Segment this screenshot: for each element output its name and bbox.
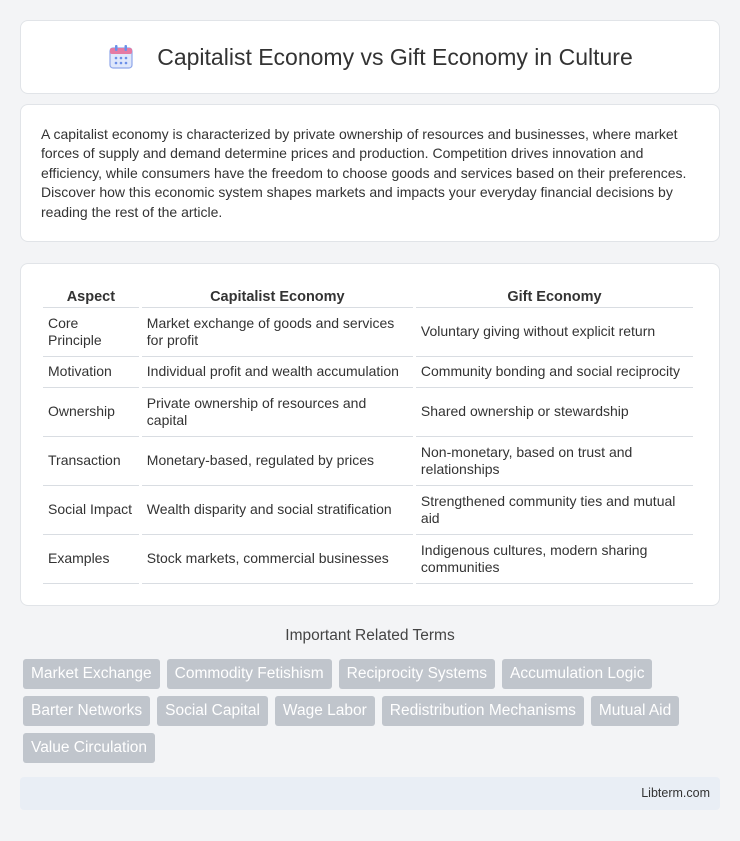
header-aspect: Aspect (43, 282, 139, 308)
table-row (43, 308, 693, 357)
table-cell: Shared ownership or stewardship (416, 388, 693, 437)
table-cell: Monetary-based, regulated by prices (142, 437, 413, 486)
tag-market-exchange[interactable]: Market Exchange (23, 659, 160, 689)
header-gift: Gift Economy (416, 282, 693, 308)
tag-commodity-fetishism[interactable]: Commodity Fetishism (167, 659, 332, 689)
intro-card (20, 104, 720, 242)
related-terms-list (23, 659, 723, 770)
footer (20, 777, 720, 810)
table-cell: Social Impact (43, 486, 139, 535)
table-cell: Ownership (43, 388, 139, 437)
table-cell: Community bonding and social reciprocity (416, 357, 693, 388)
table-cell: Private ownership of resources and capital (142, 388, 413, 437)
table-row (43, 535, 693, 584)
tag-mutual-aid[interactable]: Mutual Aid (591, 696, 679, 726)
tag-social-capital[interactable]: Social Capital (157, 696, 268, 726)
table-cell: Stock markets, commercial businesses (142, 535, 413, 584)
comparison-table (40, 282, 696, 584)
table-cell: Transaction (43, 437, 139, 486)
tag-redistribution-mechanisms[interactable]: Redistribution Mechanisms (382, 696, 584, 726)
table-cell: Non-monetary, based on trust and relationships (416, 437, 693, 486)
tag-wage-labor[interactable]: Wage Labor (275, 696, 375, 726)
tag-reciprocity-systems[interactable]: Reciprocity Systems (339, 659, 495, 689)
comparison-card (20, 263, 720, 606)
table-row (43, 486, 693, 535)
table-cell: Motivation (43, 357, 139, 388)
table-row (43, 388, 693, 437)
table-cell: Voluntary giving without explicit return (416, 308, 693, 357)
page-title: Capitalist Economy vs Gift Economy in Culture (157, 43, 633, 70)
table-cell: Examples (43, 535, 139, 584)
table-cell: Core Principle (43, 308, 139, 357)
table-row (43, 437, 693, 486)
related-terms-title: Important Related Terms (285, 627, 455, 644)
intro-text: A capitalist economy is characterized by private ownership of resources and businesses, where market forces of supply and demand determine prices and production. Competition drives innovation and efficiency, while consumers have the freedom to choose goods and services based on their preferences. Discover how this economic system shapes markets and impacts your everyday financial decisions by reading the rest of the article. (41, 126, 687, 220)
table-header-row (43, 282, 693, 308)
footer-brand-link[interactable]: Libterm.com (641, 786, 710, 800)
header-capitalist: Capitalist Economy (142, 282, 413, 308)
table-cell: Individual profit and wealth accumulation (142, 357, 413, 388)
table-cell: Strengthened community ties and mutual aid (416, 486, 693, 535)
tag-value-circulation[interactable]: Value Circulation (23, 733, 155, 763)
tag-barter-networks[interactable]: Barter Networks (23, 696, 150, 726)
header-card (20, 20, 720, 94)
table-cell: Wealth disparity and social stratification (142, 486, 413, 535)
tag-accumulation-logic[interactable]: Accumulation Logic (502, 659, 652, 689)
table-cell: Indigenous cultures, modern sharing communities (416, 535, 693, 584)
table-row (43, 357, 693, 388)
calendar-icon (107, 43, 135, 71)
table-cell: Market exchange of goods and services for profit (142, 308, 413, 357)
